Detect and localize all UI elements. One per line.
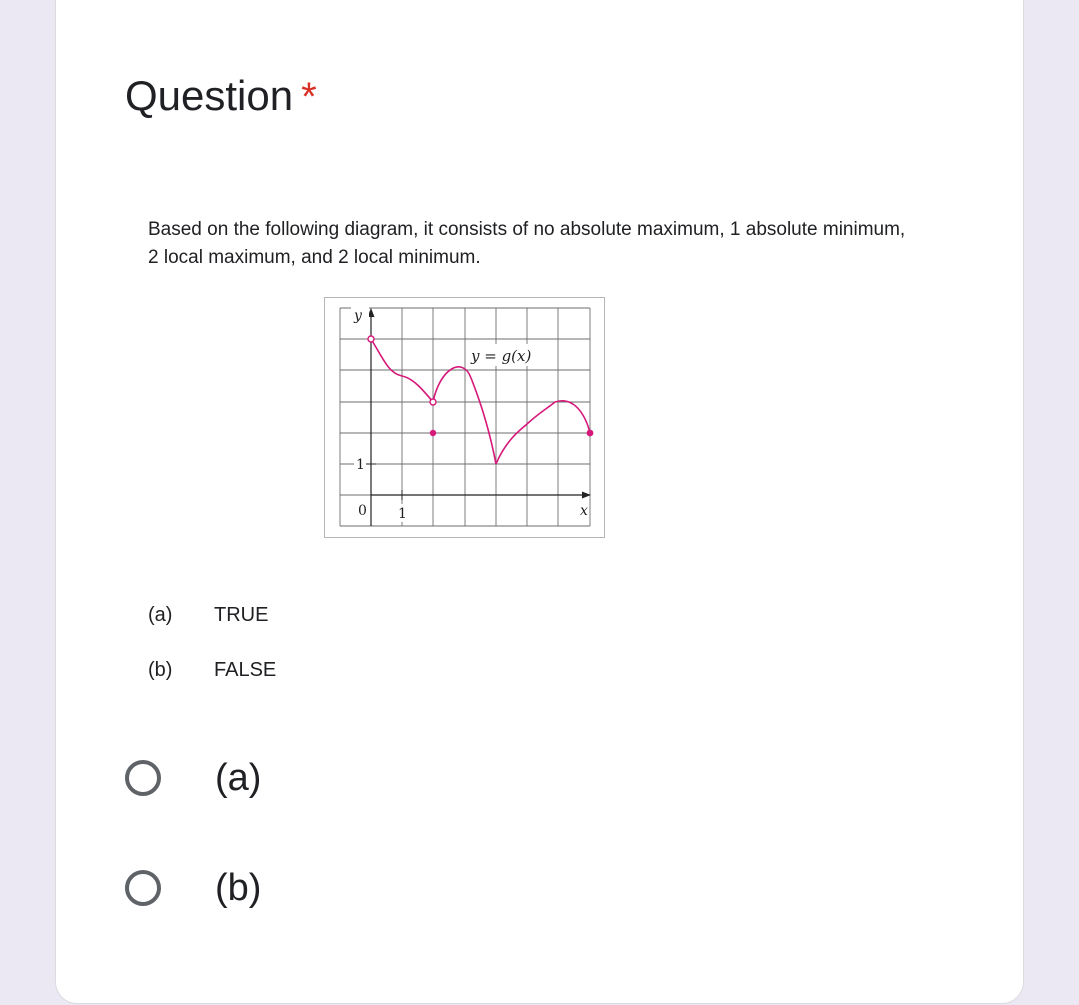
choice-b[interactable] [125, 862, 261, 914]
statement-b-letter: (b) [148, 659, 173, 681]
filled-point-jump [430, 430, 436, 436]
graph-axes [371, 310, 588, 526]
y-axis-label: y [354, 308, 362, 324]
y-tick-label: 1 [356, 457, 365, 473]
statement-b-text: FALSE [214, 659, 277, 681]
statement-a [148, 604, 268, 627]
choice-a-label[interactable]: (a) [215, 756, 262, 799]
required-asterisk: * [301, 75, 317, 119]
question-title [125, 70, 317, 123]
statement-b [148, 659, 276, 682]
filled-endpoint-right [587, 430, 594, 437]
question-body: Based on the following diagram, it consists of no absolute maximum, 1 absolute minimum, 2 local maximum, and 2 local minimum. [148, 219, 906, 268]
choice-a[interactable] [125, 752, 261, 804]
origin-label: 0 [358, 503, 367, 519]
x-tick-label: 1 [398, 506, 407, 522]
radio-button-a[interactable] [125, 760, 161, 796]
open-point-jump [430, 399, 436, 405]
statement-a-letter: (a) [148, 604, 173, 626]
graph-svg [325, 298, 604, 537]
x-axis-label: x [580, 503, 588, 519]
statement-a-text: TRUE [214, 604, 269, 626]
question-title-text: Question [125, 72, 294, 119]
graph-grid [340, 308, 590, 526]
choice-b-label[interactable]: (b) [215, 866, 262, 909]
open-endpoint-left [368, 336, 374, 342]
function-graph [324, 297, 605, 538]
radio-button-b[interactable] [125, 870, 161, 906]
function-label: y = g(x) [471, 347, 532, 365]
